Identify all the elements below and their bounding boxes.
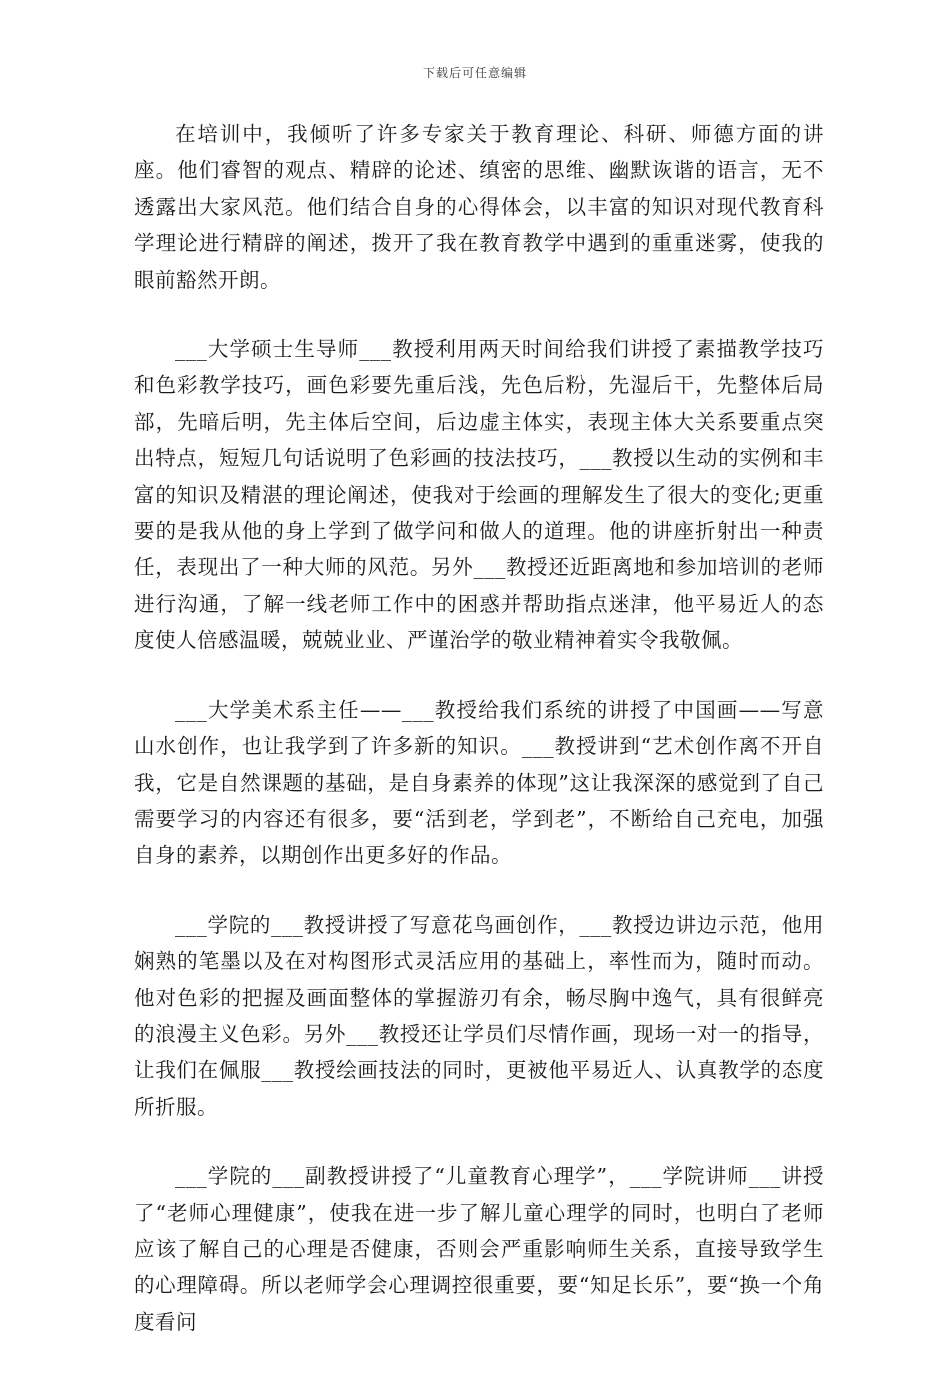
page-header: 下载后可任意编辑 <box>422 66 527 80</box>
paragraph-2: ___大学硕士生导师___教授利用两天时间给我们讲授了素描教学技巧和色彩教学技巧，画色彩要先重后浅，先色后粉，先湿后干，先整体后局部，先暗后明，先主体后空间，后边虚主体实，表现主体大关系要重点突出特点，短短几句话说明了色彩画的技法技巧，___教授以生动的实例和丰富的知识及精湛的理论阐述，使我对于绘画的理解发生了很大的变化;更重要的是我从他的身上学到了做学问和做人的道理。他的讲座折射出一种责任，表现出了一种大师的风范。另外___教授还近距离地和参加培训的老师进行沟通，了解一线老师工作中的困惑并帮助指点迷津，他平易近人的态度使人倍感温暖，兢兢业业、严谨治学的敬业精神着实令我敬佩。 <box>134 337 824 653</box>
paragraph-5: ___学院的___副教授讲授了“儿童教育心理学”，___学院讲师___讲授了“老师心理健康”，使我在进一步了解儿童心理学的同时，也明白了老师应该了解自己的心理是否健康，否则会严重影响师生关系，直接导致学生的心理障碍。所以老师学会心理调控很重要，要“知足长乐”，要“换一个角度看问 <box>134 1164 824 1334</box>
paragraph-3: ___大学美术系主任——___教授给我们系统的讲授了中国画——写意山水创作，也让我学到了许多新的知识。___教授讲到“艺术创作离不开自我，它是自然课题的基础，是自身素养的体现”这让我深深的感觉到了自己需要学习的内容还有很多，要“活到老，学到老”，不断给自己充电，加强自身的素养，以期创作出更多好的作品。 <box>134 697 824 868</box>
document-body <box>134 116 824 1373</box>
paragraph-4: ___学院的___教授讲授了写意花鸟画创作，___教授边讲边示范，他用娴熟的笔墨以及在对构图形式灵活应用的基础上，率性而为，随时而动。他对色彩的把握及画面整体的掌握游刃有余，畅尽胸中逸气，具有很鲜亮的浪漫主义色彩。另外___教授还让学员们尽情作画，现场一对一的指导，让我们在佩服___教授绘画技法的同时，更被他平易近人、认真教学的态度所折服。 <box>134 912 824 1119</box>
paragraph-1: 在培训中，我倾听了许多专家关于教育理论、科研、师德方面的讲座。他们睿智的观点、精辟的论述、缜密的思维、幽默诙谐的语言，无不透露出大家风范。他们结合自身的心得体会，以丰富的知识对现代教育科学理论进行精辟的阐述，拨开了我在教育教学中遇到的重重迷雾，使我的眼前豁然开朗。 <box>134 122 824 292</box>
